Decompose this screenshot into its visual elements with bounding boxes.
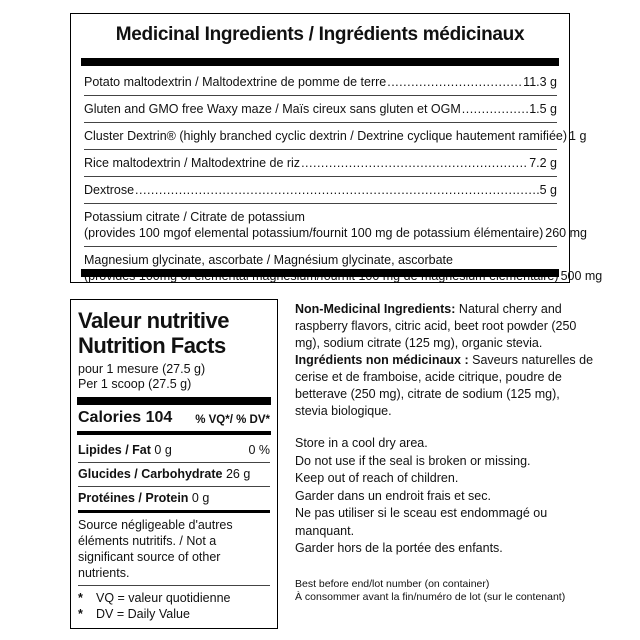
nutrition-facts-panel xyxy=(70,299,278,629)
ingredient-amount: 500 mg xyxy=(560,269,603,283)
best-before-note xyxy=(295,578,595,604)
ingredient-amount: 11.3 g xyxy=(523,75,557,89)
ingredient-amount: 260 mg xyxy=(545,226,587,240)
storage-line: Store in a cool dry area. xyxy=(295,436,428,450)
ingredient-name: Cluster Dextrin® (highly branched cyclic dextrin / Dextrine cyclique hautement ramifiée) xyxy=(84,129,568,143)
nutrient-value: 26 g xyxy=(222,467,251,481)
best-before-line: Best before end/lot number (on container) xyxy=(295,577,490,590)
medicinal-ingredients-panel xyxy=(70,13,603,283)
asterisk: * xyxy=(78,591,83,605)
nutrient-value: 0 g xyxy=(150,443,172,457)
storage-line: Garder hors de la portée des enfants. xyxy=(295,541,503,555)
calories-row xyxy=(78,409,270,427)
ingredient-amount: 5 g xyxy=(539,183,557,197)
ingredient-detail: (provides 100 mgof elemental potassium/fournit 100 mg de potassium élémentaire) xyxy=(84,226,544,240)
ingredient-row xyxy=(84,74,557,96)
medium-rule xyxy=(77,431,271,435)
nutrition-footnote: Source négligeable d'autres éléments nutritifs. / Not a significant source of other nutrients. xyxy=(78,518,233,580)
ingredient-name: Potato maltodextrin / Maltodextrine de pomme de terre xyxy=(84,75,387,89)
ingredient-name: Rice maltodextrin / Maltodextrine de riz xyxy=(84,156,301,170)
ingredient-amount: 1 g xyxy=(569,129,587,143)
medicinal-title: Medicinal Ingredients / Ingrédients médicinaux xyxy=(115,24,525,45)
bottom-divider-bar xyxy=(81,269,559,277)
ingredient-name: Potassium citrate / Citrate de potassium xyxy=(84,210,305,224)
nutrient-value: 0 g xyxy=(188,491,210,505)
ingredient-row xyxy=(84,128,587,150)
non-medicinal-fr xyxy=(295,352,595,420)
storage-line: Ne pas utiliser si le sceau est endommagé ou manquant. xyxy=(295,506,548,538)
ingredient-amount: 1.5 g xyxy=(529,102,557,116)
top-divider-bar xyxy=(81,58,559,66)
nutrient-row-fat xyxy=(78,439,270,463)
storage-line: Garder dans un endroit frais et sec. xyxy=(295,488,491,503)
ingredient-amount: 7.2 g xyxy=(529,156,557,170)
storage-line: Do not use if the seal is broken or missing. xyxy=(295,453,531,468)
storage-instructions xyxy=(295,435,595,558)
nutrient-label: Lipides / Fat xyxy=(78,443,151,457)
dv-header: % VQ*/ % DV* xyxy=(195,414,270,426)
nutrient-row-carb xyxy=(78,463,270,487)
non-medicinal-text-en: Natural cherry and raspberry flavors, citric acid, beet root powder (250 mg), sodium citrate (125 mg), organic stevia. xyxy=(295,302,577,350)
nutrition-title-fr: Valeur nutritive xyxy=(78,308,229,333)
serving-size-en: Per 1 scoop (27.5 g) xyxy=(78,377,192,391)
calories-label: Calories 104 xyxy=(78,409,173,426)
thick-rule xyxy=(77,397,271,405)
ingredient-name: Magnesium glycinate, ascorbate / Magnésium glycinate, ascorbate xyxy=(84,253,453,267)
non-medicinal-label-en: Non-Medicinal Ingredients: xyxy=(295,302,456,316)
ingredient-row xyxy=(84,101,557,123)
nutrition-title-en: Nutrition Facts xyxy=(78,333,226,358)
legend-vq: VQ = valeur quotidienne xyxy=(96,591,231,605)
ingredient-name: Dextrose xyxy=(84,183,135,197)
ingredient-row xyxy=(84,209,587,247)
storage-line: Keep out of reach of children. xyxy=(295,471,459,485)
nutrient-dv: 0 % xyxy=(248,443,270,457)
serving-size-fr: pour 1 mesure (27.5 g) xyxy=(78,362,206,376)
ingredient-row xyxy=(84,182,557,204)
legend-dv: DV = Daily Value xyxy=(96,607,190,621)
nutrient-row-protein xyxy=(78,487,270,513)
non-medicinal-en xyxy=(295,301,595,352)
best-before-line: À consommer avant la fin/numéro de lot (sur le contenant) xyxy=(295,590,566,603)
non-medicinal-label-fr: Ingrédients non médicinaux : xyxy=(295,353,469,367)
label-text-column xyxy=(295,301,595,604)
non-medicinal-text-fr: Saveurs naturelles de cerise et de framboise, acide citrique, poudre de betterave (250 mg), citrate de sodium (125 mg), stevia biologique. xyxy=(295,353,594,418)
dv-legend xyxy=(78,585,270,622)
medicinal-list xyxy=(84,74,603,294)
ingredient-row xyxy=(84,155,557,177)
nutrient-label: Glucides / Carbohydrate xyxy=(78,467,223,481)
asterisk: * xyxy=(78,607,83,621)
ingredient-name: Gluten and GMO free Waxy maze / Maïs cireux sans gluten et OGM xyxy=(84,102,461,116)
nutrient-label: Protéines / Protein xyxy=(78,491,189,505)
